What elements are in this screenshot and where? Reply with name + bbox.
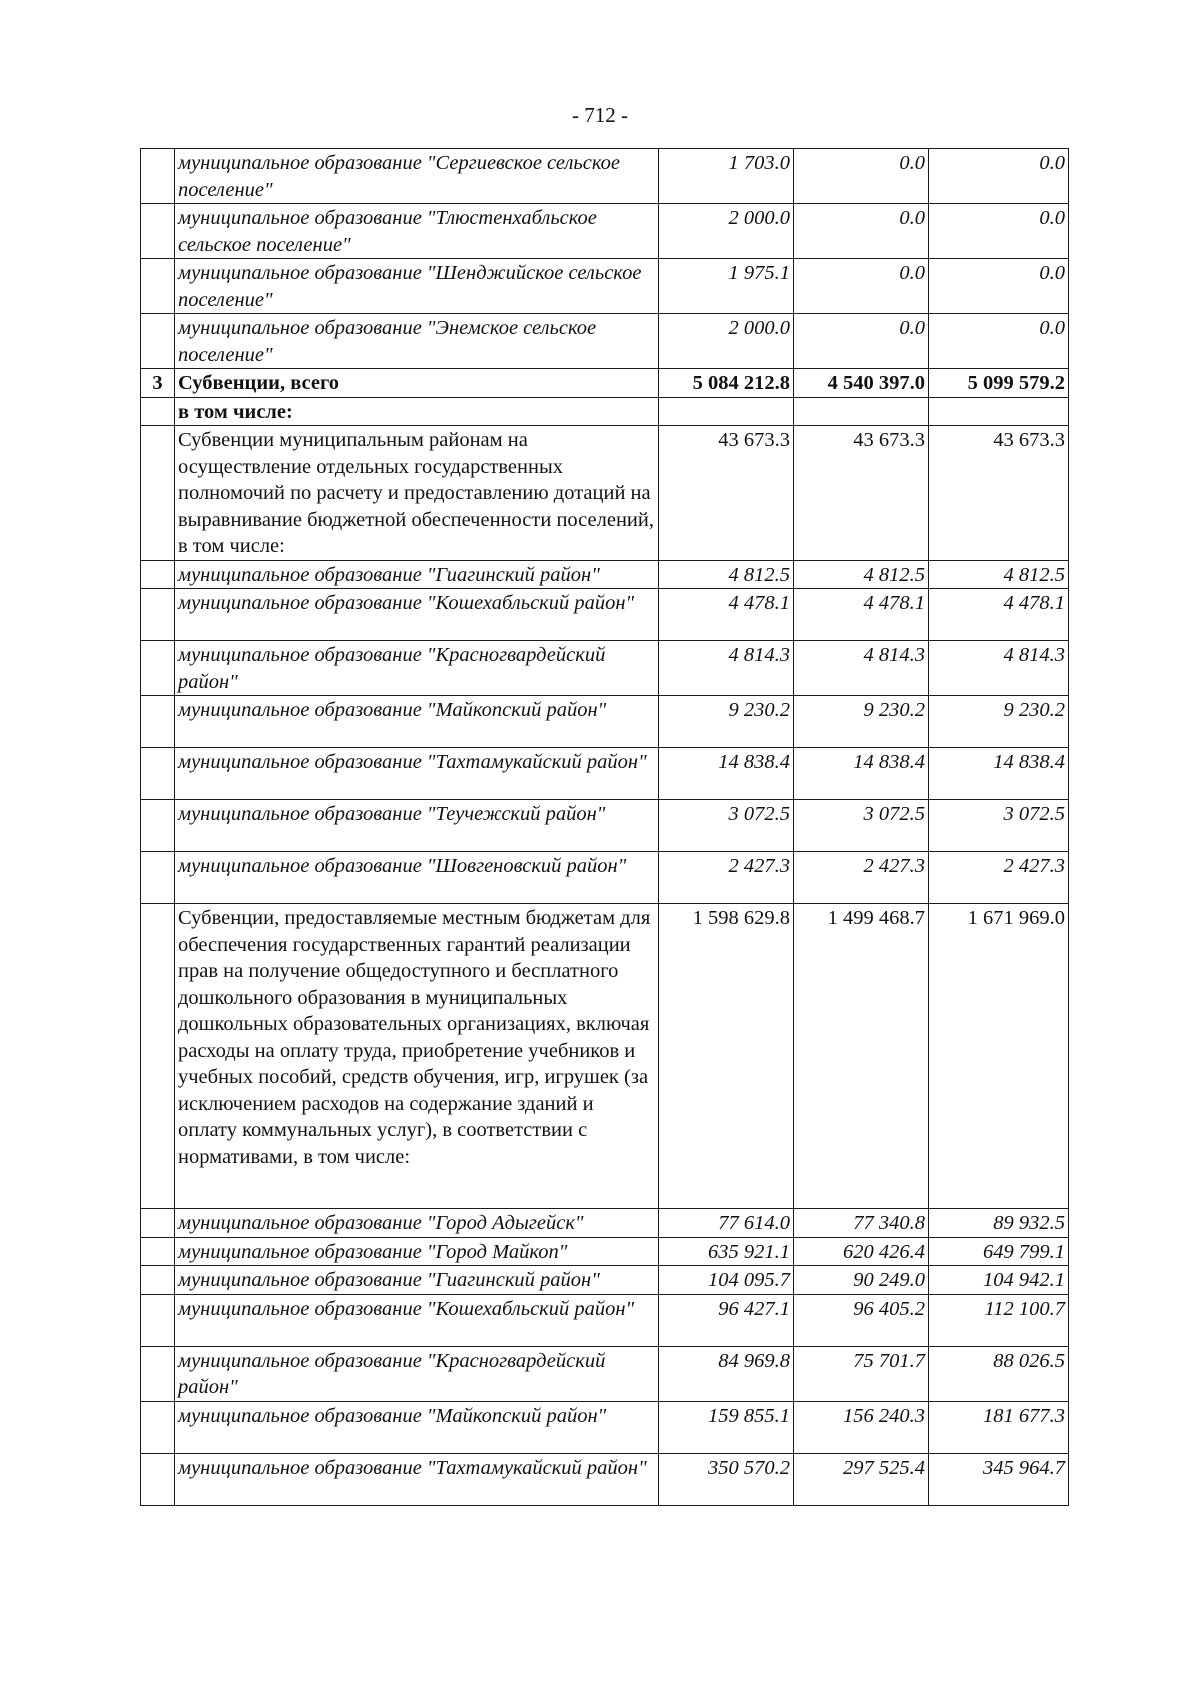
value-cell-2: 1 499 468.7 <box>794 904 929 1209</box>
table-row <box>141 204 1069 259</box>
value-cell-3: 4 814.3 <box>929 641 1069 696</box>
value-cell-3: 4 478.1 <box>929 589 1069 641</box>
value-cell-3: 0.0 <box>929 259 1069 314</box>
table-row <box>141 1294 1069 1346</box>
value-cell-2: 4 814.3 <box>794 641 929 696</box>
row-number-cell <box>141 426 175 561</box>
row-number-cell <box>141 904 175 1209</box>
value-cell-3: 104 942.1 <box>929 1266 1069 1295</box>
row-name-cell: муниципальное образование "Кошехабльский район" <box>175 589 659 641</box>
row-name-cell: муниципальное образование "Красногвардейский район" <box>175 641 659 696</box>
table-row <box>141 589 1069 641</box>
value-cell-3: 2 427.3 <box>929 852 1069 904</box>
value-cell-1: 1 975.1 <box>659 259 794 314</box>
value-cell-2: 96 405.2 <box>794 1294 929 1346</box>
row-name-cell: муниципальное образование "Кошехабльский район" <box>175 1294 659 1346</box>
value-cell-2: 75 701.7 <box>794 1346 929 1401</box>
value-cell-3: 4 812.5 <box>929 560 1069 589</box>
row-number-cell <box>141 748 175 800</box>
row-name-cell: муниципальное образование "Город Майкоп" <box>175 1237 659 1266</box>
value-cell-1: 2 000.0 <box>659 314 794 369</box>
table-row <box>141 1453 1069 1505</box>
value-cell-3: 88 026.5 <box>929 1346 1069 1401</box>
table-row <box>141 560 1069 589</box>
table-row <box>141 259 1069 314</box>
row-name-cell: муниципальное образование "Тахтамукайский район" <box>175 748 659 800</box>
table-row <box>141 904 1069 1209</box>
row-name-cell: в том числе: <box>175 397 659 426</box>
table-row <box>141 149 1069 204</box>
value-cell-3: 0.0 <box>929 204 1069 259</box>
row-name-cell: муниципальное образование "Майкопский район" <box>175 1401 659 1453</box>
row-number-cell <box>141 1209 175 1238</box>
value-cell-3: 14 838.4 <box>929 748 1069 800</box>
table-row <box>141 696 1069 748</box>
value-cell-1: 96 427.1 <box>659 1294 794 1346</box>
table-row <box>141 314 1069 369</box>
value-cell-1: 1 598 629.8 <box>659 904 794 1209</box>
table-row <box>141 641 1069 696</box>
row-number-cell <box>141 1346 175 1401</box>
value-cell-1: 3 072.5 <box>659 800 794 852</box>
value-cell-1: 635 921.1 <box>659 1237 794 1266</box>
row-name-cell: муниципальное образование "Сергиевское сельское поселение" <box>175 149 659 204</box>
row-name-cell: муниципальное образование "Красногвардейский район" <box>175 1346 659 1401</box>
row-name-cell: муниципальное образование "Шенджийское сельское поселение" <box>175 259 659 314</box>
value-cell-1: 9 230.2 <box>659 696 794 748</box>
row-name-cell: муниципальное образование "Энемское сельское поселение" <box>175 314 659 369</box>
value-cell-2: 3 072.5 <box>794 800 929 852</box>
value-cell-1: 2 427.3 <box>659 852 794 904</box>
value-cell-3 <box>929 397 1069 426</box>
value-cell-3: 43 673.3 <box>929 426 1069 561</box>
value-cell-2: 9 230.2 <box>794 696 929 748</box>
value-cell-1: 159 855.1 <box>659 1401 794 1453</box>
value-cell-1: 350 570.2 <box>659 1453 794 1505</box>
row-number-cell <box>141 641 175 696</box>
value-cell-3: 0.0 <box>929 314 1069 369</box>
budget-table <box>140 148 1069 1506</box>
value-cell-1: 4 478.1 <box>659 589 794 641</box>
row-number-cell: 3 <box>141 369 175 398</box>
value-cell-1: 14 838.4 <box>659 748 794 800</box>
value-cell-2: 0.0 <box>794 149 929 204</box>
value-cell-3: 112 100.7 <box>929 1294 1069 1346</box>
value-cell-1: 2 000.0 <box>659 204 794 259</box>
value-cell-1: 1 703.0 <box>659 149 794 204</box>
value-cell-2: 0.0 <box>794 204 929 259</box>
value-cell-2: 297 525.4 <box>794 1453 929 1505</box>
table-row <box>141 1237 1069 1266</box>
table-row <box>141 748 1069 800</box>
value-cell-2: 2 427.3 <box>794 852 929 904</box>
row-number-cell <box>141 397 175 426</box>
value-cell-1: 4 814.3 <box>659 641 794 696</box>
row-number-cell <box>141 852 175 904</box>
row-name-cell: муниципальное образование "Майкопский район" <box>175 696 659 748</box>
value-cell-3: 1 671 969.0 <box>929 904 1069 1209</box>
value-cell-2: 620 426.4 <box>794 1237 929 1266</box>
table-row <box>141 852 1069 904</box>
row-number-cell <box>141 204 175 259</box>
table-row <box>141 1266 1069 1295</box>
table-row <box>141 1346 1069 1401</box>
value-cell-1: 43 673.3 <box>659 426 794 561</box>
row-number-cell <box>141 259 175 314</box>
value-cell-1: 77 614.0 <box>659 1209 794 1238</box>
value-cell-3: 0.0 <box>929 149 1069 204</box>
row-number-cell <box>141 800 175 852</box>
value-cell-2 <box>794 397 929 426</box>
table-row <box>141 369 1069 398</box>
value-cell-1: 104 095.7 <box>659 1266 794 1295</box>
row-number-cell <box>141 1237 175 1266</box>
value-cell-2: 4 478.1 <box>794 589 929 641</box>
value-cell-2: 156 240.3 <box>794 1401 929 1453</box>
value-cell-3: 89 932.5 <box>929 1209 1069 1238</box>
page-number: - 712 - <box>572 103 628 127</box>
row-name-cell: Субвенции, всего <box>175 369 659 398</box>
value-cell-2: 90 249.0 <box>794 1266 929 1295</box>
value-cell-2: 77 340.8 <box>794 1209 929 1238</box>
value-cell-3: 3 072.5 <box>929 800 1069 852</box>
row-name-cell: муниципальное образование "Теучежский район" <box>175 800 659 852</box>
row-number-cell <box>141 1266 175 1295</box>
table-row <box>141 1209 1069 1238</box>
row-name-cell: Субвенции, предоставляемые местным бюджетам для обеспечения государственных гарантий реализации прав на получение общедоступного и бесплатного дошкольного образования в муниципальных дошкольных образовательных организациях, включая расходы на оплату труда, приобретение учебников и учебных пособий, средств обучения, игр, игрушек (за исключением расходов на содержание зданий и оплату коммунальных услуг), в соответствии с нормативами, в том числе: <box>175 904 659 1209</box>
row-number-cell <box>141 314 175 369</box>
row-number-cell <box>141 1453 175 1505</box>
value-cell-2: 0.0 <box>794 259 929 314</box>
value-cell-3: 181 677.3 <box>929 1401 1069 1453</box>
row-name-cell: Субвенции муниципальным районам на осуществление отдельных государственных полномочий по расчету и предоставлению дотаций на выравнивание бюджетной обеспеченности поселений, в том числе: <box>175 426 659 561</box>
table-row <box>141 426 1069 561</box>
row-name-cell: муниципальное образование "Гиагинский район" <box>175 1266 659 1295</box>
value-cell-1: 4 812.5 <box>659 560 794 589</box>
value-cell-1: 5 084 212.8 <box>659 369 794 398</box>
row-number-cell <box>141 1294 175 1346</box>
row-name-cell: муниципальное образование "Тлюстенхабльское сельское поселение" <box>175 204 659 259</box>
value-cell-3: 5 099 579.2 <box>929 369 1069 398</box>
value-cell-3: 9 230.2 <box>929 696 1069 748</box>
value-cell-1: 84 969.8 <box>659 1346 794 1401</box>
value-cell-2: 0.0 <box>794 314 929 369</box>
row-number-cell <box>141 149 175 204</box>
budget-table-body <box>141 149 1069 1506</box>
row-name-cell: муниципальное образование "Город Адыгейск" <box>175 1209 659 1238</box>
row-number-cell <box>141 696 175 748</box>
value-cell-3: 649 799.1 <box>929 1237 1069 1266</box>
value-cell-3: 345 964.7 <box>929 1453 1069 1505</box>
value-cell-1 <box>659 397 794 426</box>
row-name-cell: муниципальное образование "Гиагинский район" <box>175 560 659 589</box>
row-number-cell <box>141 560 175 589</box>
value-cell-2: 43 673.3 <box>794 426 929 561</box>
table-row <box>141 800 1069 852</box>
value-cell-2: 4 812.5 <box>794 560 929 589</box>
value-cell-2: 14 838.4 <box>794 748 929 800</box>
row-name-cell: муниципальное образование "Шовгеновский район" <box>175 852 659 904</box>
row-name-cell: муниципальное образование "Тахтамукайский район" <box>175 1453 659 1505</box>
table-row <box>141 397 1069 426</box>
table-row <box>141 1401 1069 1453</box>
row-number-cell <box>141 589 175 641</box>
value-cell-2: 4 540 397.0 <box>794 369 929 398</box>
row-number-cell <box>141 1401 175 1453</box>
